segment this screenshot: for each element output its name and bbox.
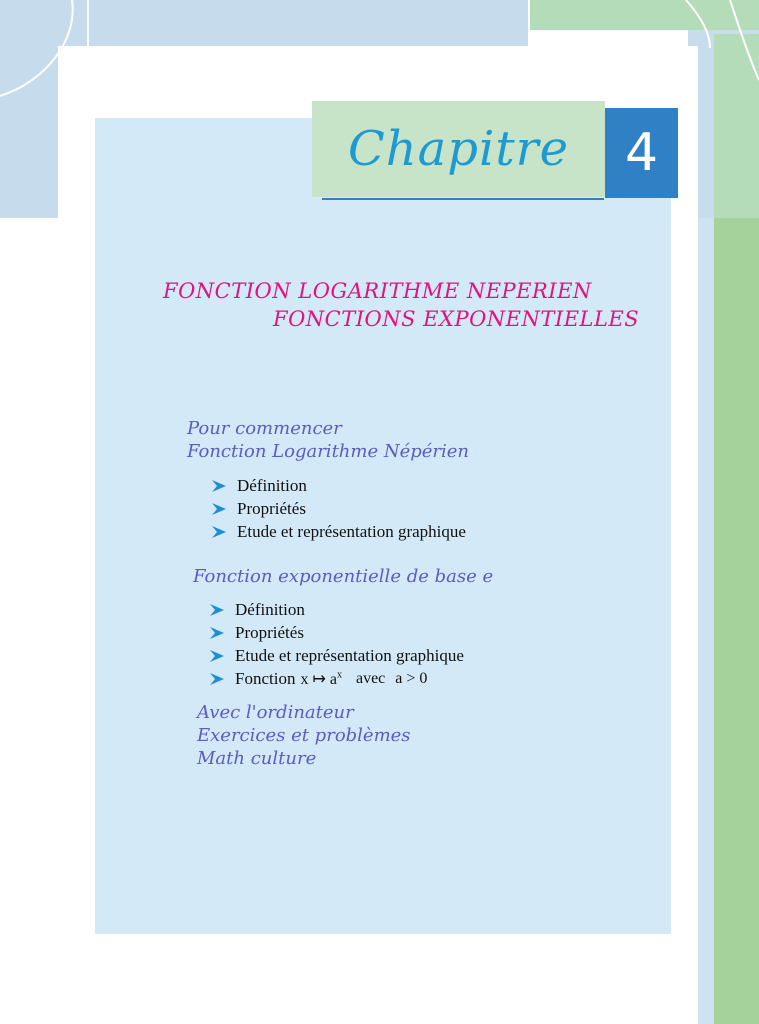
chapter-underline	[322, 198, 604, 200]
section-heading-logarithm: Fonction Logarithme Népérien	[187, 441, 470, 462]
chevron-right-icon	[209, 603, 225, 617]
background-band-top-right	[530, 0, 759, 30]
chapter-label-box	[312, 101, 605, 197]
background-strip-right	[698, 218, 714, 1024]
list-item-function-mapping	[209, 667, 464, 690]
exponential-topics-list	[209, 598, 464, 690]
title-line-1: FONCTION LOGARITHME NEPERIEN	[163, 279, 592, 303]
list-item-label: Définition	[235, 599, 305, 619]
section-heading-intro: Pour commencer	[187, 418, 342, 439]
list-item	[209, 644, 464, 667]
chevron-right-icon	[211, 525, 227, 539]
chevron-right-icon	[211, 479, 227, 493]
map-exponent: x	[336, 669, 342, 681]
section-heading-math-culture: Math culture	[197, 748, 317, 769]
chevron-right-icon	[209, 672, 225, 686]
list-item-label: Etude et représentation graphique	[237, 521, 466, 541]
chevron-right-icon	[209, 626, 225, 640]
section-heading-exponential: Fonction exponentielle de base e	[193, 566, 494, 587]
condition-word: avec	[355, 669, 386, 687]
chevron-right-icon	[209, 649, 225, 663]
section-heading-computer: Avec l'ordinateur	[197, 702, 354, 723]
condition: a > 0	[395, 669, 428, 687]
list-item	[209, 598, 464, 621]
list-item-label: Fonction	[235, 668, 296, 688]
section-heading-exercises: Exercices et problèmes	[197, 725, 411, 746]
title-line-2: FONCTIONS EXPONENTIELLES	[273, 307, 640, 331]
chapter-number-box	[605, 108, 678, 198]
list-item-label: Etude et représentation graphique	[235, 645, 464, 665]
maps-to-arrow: ↦	[312, 670, 326, 688]
list-item	[211, 497, 466, 520]
chapter-number: 4	[624, 123, 659, 183]
function-mapping	[300, 669, 342, 689]
list-item-label: Propriétés	[237, 498, 306, 518]
chevron-right-icon	[211, 502, 227, 516]
chapter-label: Chapitre	[348, 121, 569, 177]
list-item	[211, 474, 466, 497]
background-green-strip	[714, 218, 759, 1024]
logarithm-topics-list	[211, 474, 466, 543]
list-item-label: Propriétés	[235, 622, 304, 642]
map-base: a	[329, 670, 337, 688]
background-green-strip-upper	[714, 34, 759, 218]
map-variable: x	[300, 670, 309, 688]
list-item	[211, 520, 466, 543]
list-item-label: Définition	[237, 475, 307, 495]
list-item	[209, 621, 464, 644]
